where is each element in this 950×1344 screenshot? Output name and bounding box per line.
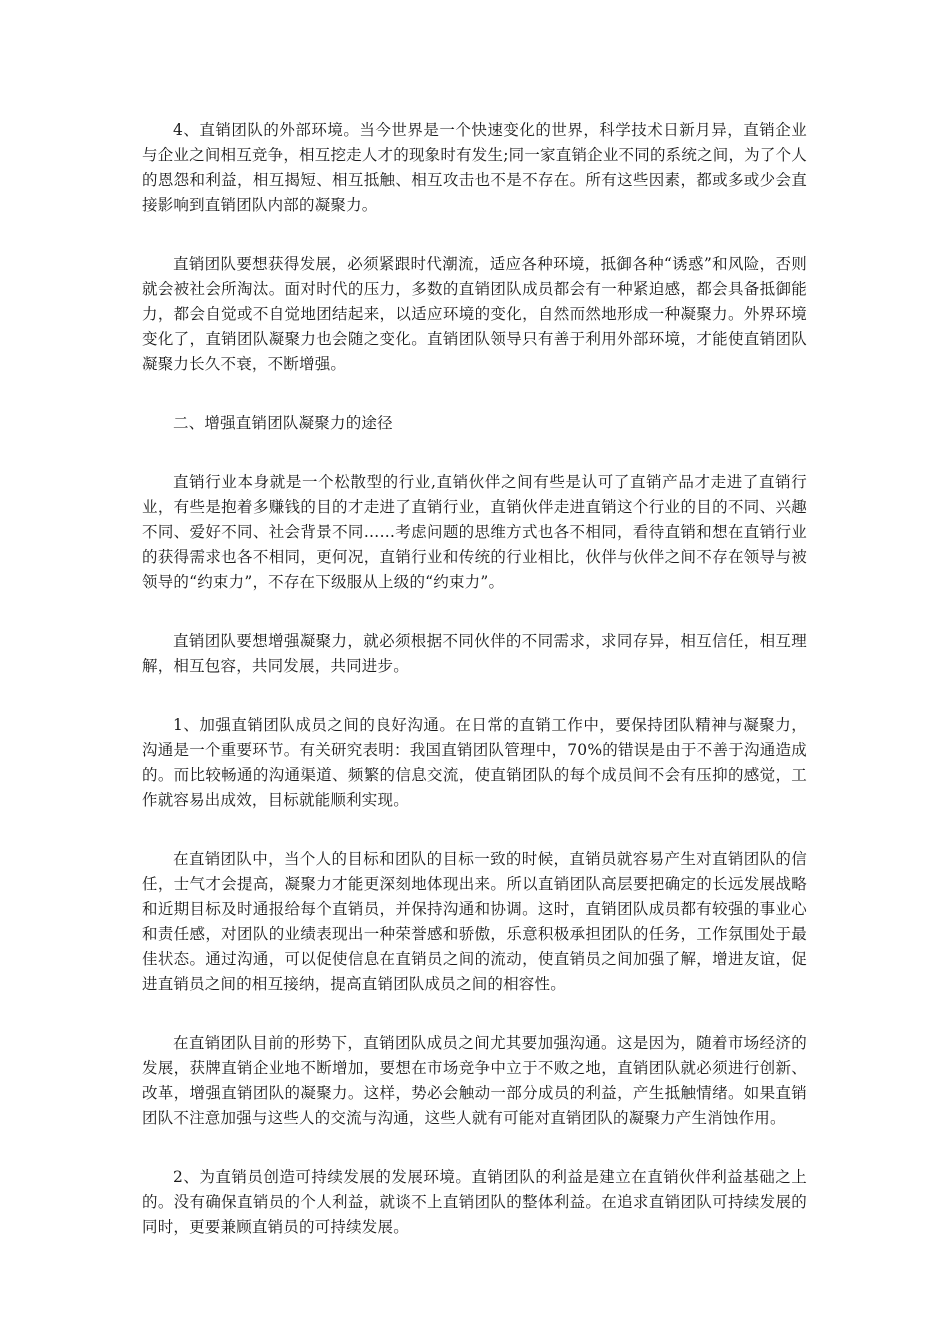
paragraph-industry-nature: 直销行业本身就是一个松散型的行业,直销伙伴之间有些是认可了直销产品才走进了直销行业，有些是抱着多赚钱的目的才走进了直销行业，直销伙伴走进直销这个行业的目的不同、兴趣不同、爱好不同、社会背景不同……考虑问题的思维方式也各不相同，看待直销和想在直销行业的获得需求也各不相同，更何况，直销行业和传统的行业相比，伙伴与伙伴之间不存在领导与被领导的“约束力”，不存在下级服从上级的“约束力”。 [142, 473, 807, 591]
paragraph-communication: 1、加强直销团队成员之间的良好沟通。在日常的直销工作中，要保持团队精神与凝聚力，沟通是一个重要环节。有关研究表明：我国直销团队管理中，70%的错误是由于不善于沟通造成的。而比较畅通的沟通渠道、频繁的信息交流，使直销团队的每个成员间不会有压抑的感觉，工作就容易出成效，目标就能顺利实现。 [142, 716, 807, 809]
paragraph-enhance-cohesion: 直销团队要想增强凝聚力，就必须根据不同伙伴的不同需求，求同存异，相互信任，相互理解，相互包容，共同发展，共同进步。 [142, 632, 807, 675]
document-body [142, 118, 807, 1274]
paragraph-team-development: 直销团队要想获得发展，必须紧跟时代潮流，适应各种环境，抵御各种“诱惑”和风险，否则就会被社会所淘汰。面对时代的压力，多数的直销团队成员都会有一种紧迫感，都会具备抵御能力，都会自觉或不自觉地团结起来，以适应环境的变化，自然而然地形成一种凝聚力。外界环境变化了，直销团队凝聚力也会随之变化。直销团队领导只有善于利用外部环境，才能使直销团队凝聚力长久不衰，不断增强。 [142, 255, 807, 373]
paragraph-current-situation: 在直销团队目前的形势下，直销团队成员之间尤其要加强沟通。这是因为，随着市场经济的发展，获牌直销企业地不断增加，要想在市场竞争中立于不败之地，直销团队就必须进行创新、改革，增强直销团队的凝聚力。这样，势必会触动一部分成员的利益，产生抵触情绪。如果直销团队不注意加强与这些人的交流与沟通，这些人就有可能对直销团队的凝聚力产生消蚀作用。 [142, 1034, 807, 1127]
paragraph-sustainable-development: 2、为直销员创造可持续发展的发展环境。直销团队的利益是建立在直销伙伴利益基础之上的。没有确保直销员的个人利益，就谈不上直销团队的整体利益。在追求直销团队可持续发展的同时，更要兼顾直销员的可持续发展。 [142, 1168, 807, 1236]
paragraph-shared-goals: 在直销团队中，当个人的目标和团队的目标一致的时候，直销员就容易产生对直销团队的信任，士气才会提高，凝聚力才能更深刻地体现出来。所以直销团队高层要把确定的长远发展战略和近期目标及时通报给每个直销员，并保持沟通和协调。这时，直销团队成员都有较强的事业心和责任感，对团队的业绩表现出一种荣誉感和骄傲，乐意积极承担团队的任务，工作氛围处于最佳状态。通过沟通，可以促使信息在直销员之间的流动，使直销员之间加强了解，增进友谊，促进直销员之间的相互接纳，提高直销团队成员之间的相容性。 [142, 850, 807, 993]
paragraph-external-environment: 4、直销团队的外部环境。当今世界是一个快速变化的世界，科学技术日新月异，直销企业与企业之间相互竞争，相互挖走人才的现象时有发生;同一家直销企业不同的系统之间，为了个人的恩怨和利益，相互揭短、相互抵触、相互攻击也不是不存在。所有这些因素，都或多或少会直接影响到直销团队内部的凝聚力。 [142, 121, 807, 214]
section-heading-cohesion-methods: 二、增强直销团队凝聚力的途径 [173, 414, 393, 432]
